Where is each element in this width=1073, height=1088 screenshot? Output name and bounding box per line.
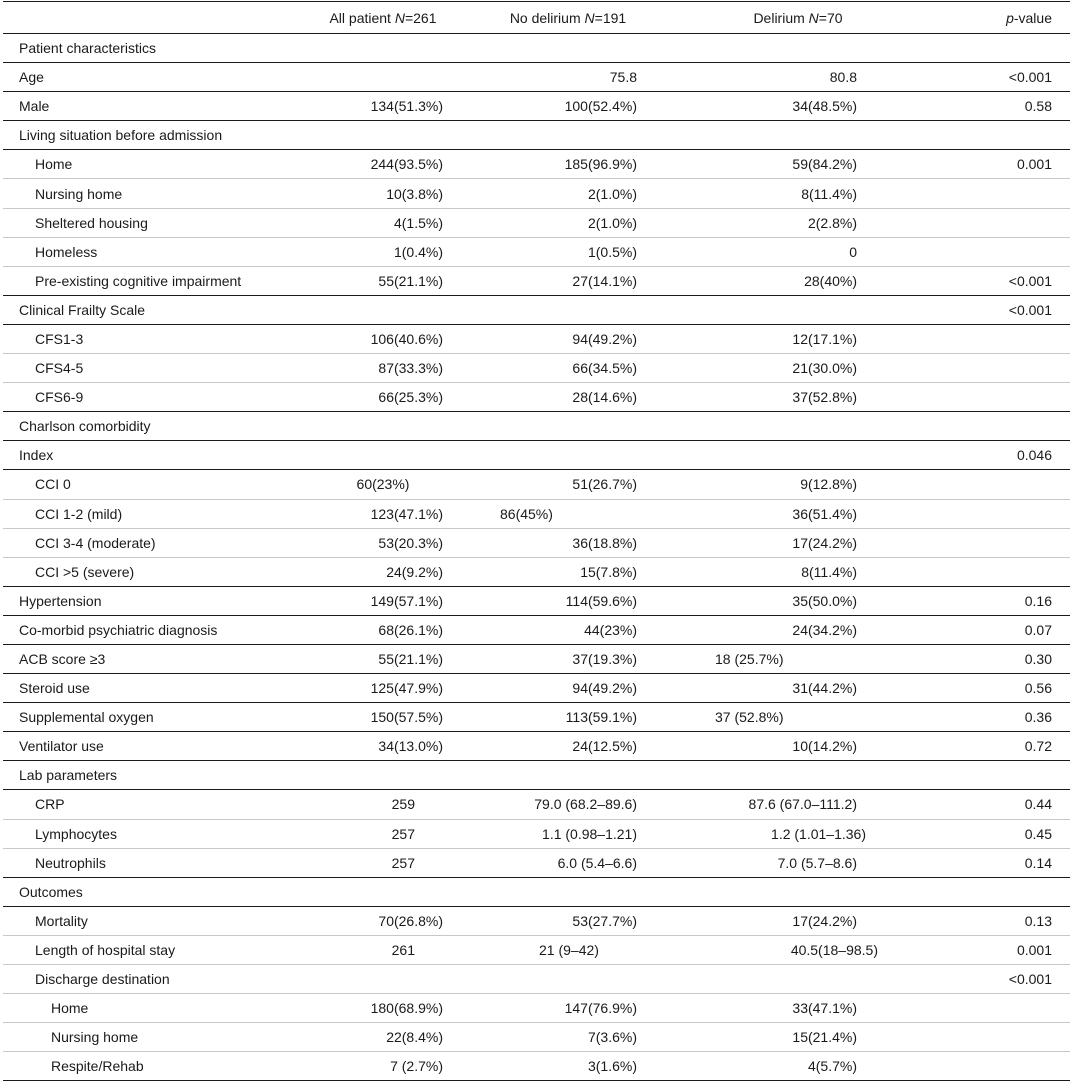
- no-delirium-value: 15(7.8%): [580, 563, 637, 580]
- table-row: [3, 819, 1070, 848]
- p-value: 0.14: [1024, 854, 1052, 871]
- no-delirium-value: 27(14.1%): [572, 272, 637, 289]
- no-delirium-value: 86(45%): [500, 505, 553, 522]
- p-value: [923, 208, 1070, 237]
- p-value: 0.45: [1024, 825, 1052, 842]
- all-patients-value: [303, 412, 463, 441]
- delirium-value: 8(11.4%): [801, 185, 857, 202]
- delirium-value: [673, 34, 923, 63]
- all-patients-value: [303, 34, 463, 63]
- delirium-value: 37(52.8%): [792, 389, 857, 406]
- p-value: 0.56: [1024, 680, 1052, 697]
- delirium-value: 87.6 (67.0–111.2): [748, 796, 857, 813]
- row-label: Lab parameters: [19, 767, 118, 784]
- delirium-value: 2(2.8%): [807, 214, 857, 231]
- all-patients-value: 123(47.1%): [370, 505, 443, 522]
- all-patients-value: 134(51.3%): [370, 98, 443, 115]
- no-delirium-value: 44(23%): [584, 621, 637, 638]
- no-delirium-value: 2(1.0%): [587, 214, 637, 231]
- no-delirium-value: 94(49.2%): [572, 680, 637, 697]
- no-delirium-value: [463, 121, 673, 150]
- p-value: 0.36: [1024, 709, 1052, 726]
- all-patients-value: 55(21.1%): [378, 651, 443, 668]
- all-patients-value: 257: [391, 825, 415, 842]
- row-label: Steroid use: [19, 680, 90, 697]
- all-patients-value: [303, 63, 463, 92]
- all-patients-value: 7 (2.7%): [390, 1058, 443, 1075]
- table-header-row: [3, 2, 1070, 34]
- all-patients-value: 10(3.8%): [386, 185, 443, 202]
- all-patients-value: [303, 761, 463, 790]
- row-label: ACB score ≥3: [19, 651, 106, 668]
- table-row: [3, 848, 1070, 877]
- no-delirium-value: 100(52.4%): [564, 98, 637, 115]
- delirium-value: 18 (25.7%): [715, 651, 784, 668]
- no-delirium-value: 28(14.6%): [572, 389, 637, 406]
- no-delirium-value: [463, 965, 673, 994]
- row-label: Living situation before admission: [19, 127, 223, 144]
- p-value: [923, 383, 1070, 412]
- p-value: [923, 34, 1070, 63]
- table-row: [3, 34, 1070, 63]
- no-delirium-value: 1.1 (0.98–1.21): [542, 825, 637, 842]
- delirium-value: [673, 877, 923, 906]
- all-patients-value: [303, 877, 463, 906]
- row-label: CCI 0: [35, 476, 71, 493]
- table-row: [3, 470, 1070, 499]
- p-value: [923, 354, 1070, 383]
- row-label: CFS4-5: [35, 360, 84, 377]
- p-value: <0.001: [1008, 69, 1052, 86]
- p-value: [923, 1023, 1070, 1052]
- all-patients-value: [303, 441, 463, 470]
- delirium-value: 33(47.1%): [792, 1000, 857, 1017]
- header-all-patients: All patient N=261: [329, 9, 437, 26]
- table-row: [3, 790, 1070, 819]
- p-value: 0.30: [1024, 651, 1052, 668]
- table-row: [3, 324, 1070, 353]
- row-label: Outcomes: [19, 883, 83, 900]
- all-patients-value: 66(25.3%): [378, 389, 443, 406]
- delirium-value: 24(34.2%): [792, 621, 857, 638]
- no-delirium-value: [463, 34, 673, 63]
- row-label: Co-morbid psychiatric diagnosis: [19, 621, 218, 638]
- delirium-value: 31(44.2%): [792, 680, 857, 697]
- table-row: [3, 935, 1070, 964]
- row-label: Hypertension: [19, 592, 102, 609]
- delirium-value: 40.5(18–98.5): [790, 941, 878, 958]
- p-value: [923, 1052, 1070, 1081]
- all-patients-value: 4(1.5%): [393, 214, 443, 231]
- p-value: 0.07: [1024, 621, 1052, 638]
- delirium-value: 10(14.2%): [792, 738, 857, 755]
- p-value: [923, 557, 1070, 586]
- row-label: Age: [19, 69, 44, 86]
- row-label: Ventilator use: [19, 738, 104, 755]
- delirium-value: 9(12.8%): [800, 476, 857, 493]
- delirium-value: [673, 965, 923, 994]
- row-label: Mortality: [35, 912, 88, 929]
- delirium-value: 4(5.7%): [807, 1058, 857, 1075]
- row-label: CFS6-9: [35, 389, 84, 406]
- row-label: Male: [19, 98, 50, 115]
- row-label: Length of hospital stay: [35, 941, 176, 958]
- no-delirium-value: [463, 877, 673, 906]
- all-patients-value: 150(57.5%): [370, 709, 443, 726]
- table-row: [3, 499, 1070, 528]
- p-value: [923, 237, 1070, 266]
- delirium-value: [673, 121, 923, 150]
- table-row: [3, 295, 1070, 324]
- delirium-value: 7.0 (5.7–8.6): [777, 854, 857, 871]
- no-delirium-value: 36(18.8%): [572, 534, 637, 551]
- delirium-value: [673, 295, 923, 324]
- p-value: [923, 470, 1070, 499]
- all-patients-value: [303, 295, 463, 324]
- all-patients-value: 261: [391, 941, 415, 958]
- all-patients-value: 149(57.1%): [370, 592, 443, 609]
- row-label: Index: [19, 447, 54, 464]
- row-label: CRP: [35, 796, 65, 813]
- no-delirium-value: 6.0 (5.4–6.6): [557, 854, 637, 871]
- all-patients-value: 22(8.4%): [386, 1029, 443, 1046]
- delirium-value: 21(30.0%): [792, 360, 857, 377]
- no-delirium-value: 79.0 (68.2–89.6): [534, 796, 637, 813]
- no-delirium-value: 1(0.5%): [587, 243, 637, 260]
- table-row: [3, 732, 1070, 761]
- table-row: [3, 441, 1070, 470]
- all-patients-value: 60(23%): [356, 476, 410, 493]
- delirium-value: 8(11.4%): [801, 563, 857, 580]
- row-label: Home: [51, 1000, 89, 1017]
- no-delirium-value: [463, 412, 673, 441]
- table-row: [3, 208, 1070, 237]
- all-patients-value: [303, 965, 463, 994]
- all-patients-value: 70(26.8%): [378, 912, 443, 929]
- delirium-value: 0: [849, 243, 857, 260]
- row-label: Pre-existing cognitive impairment: [35, 272, 242, 289]
- table-row: [3, 615, 1070, 644]
- table-row: [3, 1023, 1070, 1052]
- delirium-value: 1.2 (1.01–1.36): [771, 825, 866, 842]
- row-label: Homeless: [35, 243, 98, 260]
- all-patients-value: 257: [391, 854, 415, 871]
- table-row: [3, 906, 1070, 935]
- no-delirium-value: 3(1.6%): [587, 1058, 637, 1075]
- no-delirium-value: 185(96.9%): [564, 156, 637, 173]
- no-delirium-value: 75.8: [609, 69, 637, 86]
- p-value: [923, 528, 1070, 557]
- table-row: [3, 586, 1070, 615]
- all-patients-value: 24(9.2%): [386, 563, 443, 580]
- p-value: [923, 877, 1070, 906]
- p-value: 0.13: [1024, 912, 1052, 929]
- all-patients-value: [303, 121, 463, 150]
- table-row: [3, 266, 1070, 295]
- all-patients-value: 180(68.9%): [370, 1000, 443, 1017]
- header-no-delirium: No delirium N=191: [509, 9, 627, 26]
- no-delirium-value: [463, 295, 673, 324]
- delirium-value: [673, 441, 923, 470]
- table-row: [3, 644, 1070, 673]
- p-value: [923, 761, 1070, 790]
- row-label: CFS1-3: [35, 330, 84, 347]
- table-row: [3, 354, 1070, 383]
- p-value: 0.001: [1016, 156, 1052, 173]
- table-row: [3, 63, 1070, 92]
- table-row: [3, 383, 1070, 412]
- all-patients-value: 259: [391, 796, 415, 813]
- delirium-value: 37 (52.8%): [715, 709, 784, 726]
- p-value: <0.001: [1008, 301, 1052, 318]
- no-delirium-value: 147(76.9%): [564, 1000, 637, 1017]
- no-delirium-value: 24(12.5%): [572, 738, 637, 755]
- p-value: [923, 412, 1070, 441]
- row-label: Charlson comorbidity: [19, 418, 151, 435]
- no-delirium-value: 94(49.2%): [572, 330, 637, 347]
- all-patients-value: 34(13.0%): [378, 738, 443, 755]
- table-row: [3, 412, 1070, 441]
- p-value: [923, 499, 1070, 528]
- row-label: Sheltered housing: [35, 214, 148, 231]
- no-delirium-value: 37(19.3%): [572, 651, 637, 668]
- header-p-value: p-value: [1006, 9, 1052, 26]
- row-label: CCI >5 (severe): [35, 563, 135, 580]
- delirium-value: 15(21.4%): [792, 1029, 857, 1046]
- no-delirium-value: 7(3.6%): [587, 1029, 637, 1046]
- delirium-value: [673, 761, 923, 790]
- p-value: 0.16: [1024, 592, 1052, 609]
- p-value: [923, 324, 1070, 353]
- delirium-value: [673, 412, 923, 441]
- row-label: Supplemental oxygen: [19, 709, 154, 726]
- delirium-value: 28(40%): [804, 272, 857, 289]
- p-value: [923, 994, 1070, 1023]
- p-value: 0.72: [1024, 738, 1052, 755]
- table-row: [3, 877, 1070, 906]
- table-row: [3, 121, 1070, 150]
- row-label: Discharge destination: [35, 971, 170, 988]
- table-row: [3, 965, 1070, 994]
- table-row: [3, 994, 1070, 1023]
- row-label: CCI 1-2 (mild): [35, 505, 123, 522]
- table-row: [3, 92, 1070, 121]
- table-row: [3, 179, 1070, 208]
- row-label: CCI 3-4 (moderate): [35, 534, 156, 551]
- all-patients-value: 68(26.1%): [378, 621, 443, 638]
- p-value: 0.046: [1016, 447, 1052, 464]
- row-label: Respite/Rehab: [51, 1058, 144, 1075]
- table-row: [3, 150, 1070, 179]
- no-delirium-value: 53(27.7%): [572, 912, 637, 929]
- table-row: [3, 761, 1070, 790]
- delirium-value: 59(84.2%): [792, 156, 857, 173]
- row-label: Nursing home: [35, 185, 123, 202]
- table-row: [3, 1052, 1070, 1081]
- all-patients-value: 87(33.3%): [378, 360, 443, 377]
- table-row: [3, 557, 1070, 586]
- no-delirium-value: 2(1.0%): [587, 185, 637, 202]
- delirium-value: 35(50.0%): [792, 592, 857, 609]
- p-value: 0.001: [1016, 941, 1052, 958]
- all-patients-value: 106(40.6%): [370, 330, 443, 347]
- p-value: [923, 179, 1070, 208]
- table-row: [3, 237, 1070, 266]
- header-delirium: Delirium N=70: [753, 9, 843, 26]
- table-row: [3, 703, 1070, 732]
- table-row: [3, 674, 1070, 703]
- p-value: [923, 121, 1070, 150]
- all-patients-value: 125(47.9%): [370, 680, 443, 697]
- no-delirium-value: 51(26.7%): [572, 476, 637, 493]
- p-value: 0.44: [1024, 796, 1052, 813]
- delirium-value: 34(48.5%): [792, 98, 857, 115]
- no-delirium-value: 114(59.6%): [565, 592, 637, 609]
- header-label-cell: [3, 2, 303, 34]
- all-patients-value: 53(20.3%): [378, 534, 443, 551]
- no-delirium-value: [463, 441, 673, 470]
- no-delirium-value: [463, 761, 673, 790]
- no-delirium-value: 113(59.1%): [565, 709, 637, 726]
- table-row: [3, 528, 1070, 557]
- row-label: Lymphocytes: [35, 825, 117, 842]
- delirium-value: 36(51.4%): [792, 505, 857, 522]
- row-label: Patient characteristics: [19, 40, 156, 57]
- delirium-value: 80.8: [829, 69, 857, 86]
- delirium-value: 17(24.2%): [792, 912, 857, 929]
- row-label: Neutrophils: [35, 854, 106, 871]
- delirium-value: 12(17.1%): [792, 330, 857, 347]
- p-value: 0.58: [1024, 98, 1052, 115]
- all-patients-value: 55(21.1%): [378, 272, 443, 289]
- p-value: <0.001: [1008, 272, 1052, 289]
- row-label: Nursing home: [51, 1029, 139, 1046]
- row-label: Home: [35, 156, 73, 173]
- all-patients-value: 1(0.4%): [393, 243, 443, 260]
- row-label: Clinical Frailty Scale: [19, 301, 146, 318]
- no-delirium-value: 21 (9–42): [539, 941, 599, 958]
- all-patients-value: 244(93.5%): [370, 156, 443, 173]
- delirium-value: 17(24.2%): [792, 534, 857, 551]
- no-delirium-value: 66(34.5%): [572, 360, 637, 377]
- p-value: <0.001: [1008, 971, 1052, 988]
- delirium-characteristics-table: [3, 1, 1070, 1081]
